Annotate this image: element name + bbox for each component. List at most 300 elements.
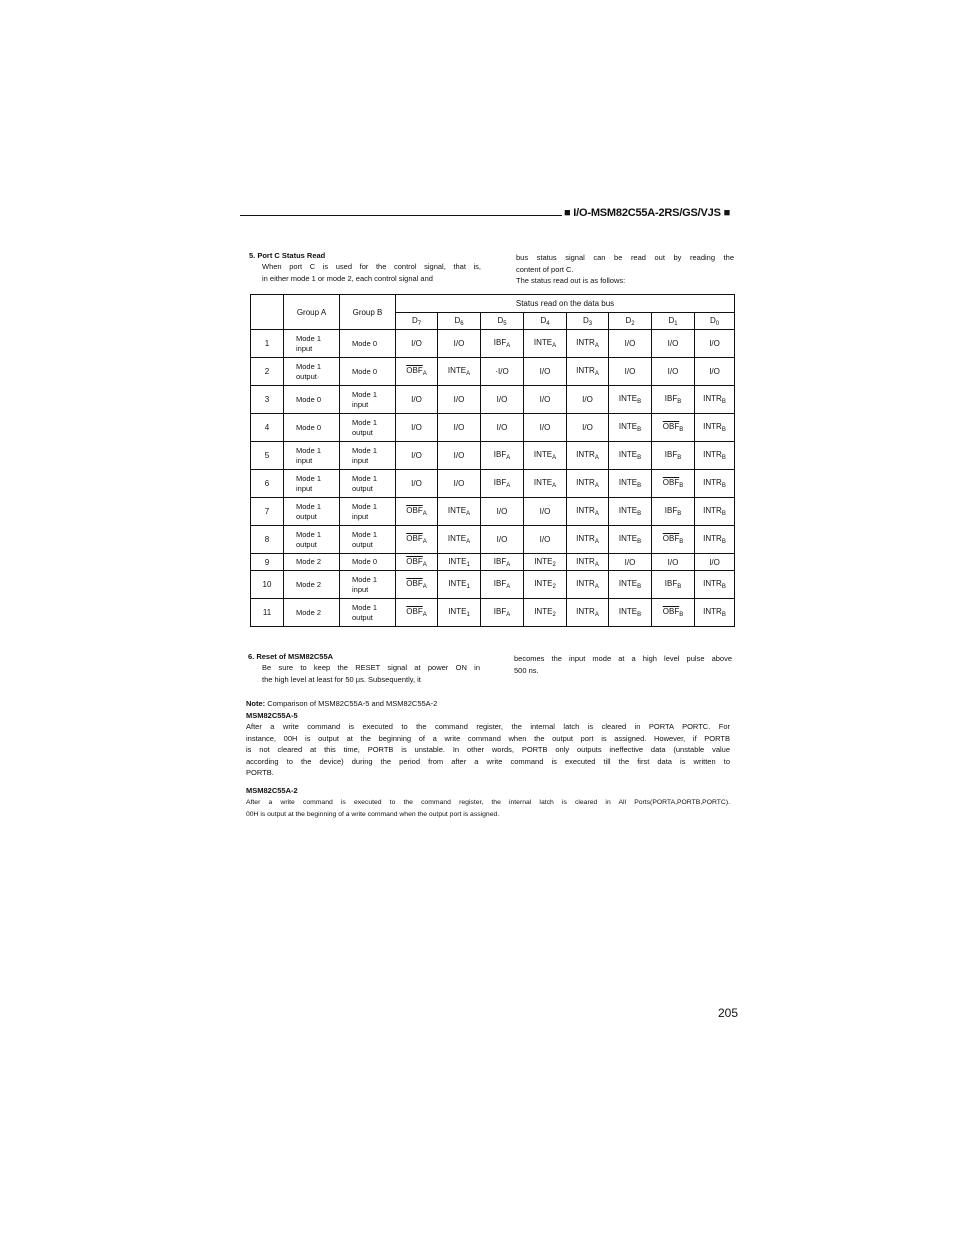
signal-subscript: B <box>721 483 726 489</box>
mode-text: input <box>296 455 313 465</box>
signal-subscript: B <box>721 539 726 545</box>
signal-name: I/O <box>539 423 551 432</box>
table-row <box>251 470 735 498</box>
mode-text: output <box>352 483 373 493</box>
signal-name: $\overline{OBF}$ <box>406 366 423 375</box>
status-bit-cell <box>567 386 609 414</box>
row-number-header <box>251 295 284 330</box>
status-bit-cell <box>524 470 567 498</box>
status-bit-cell <box>695 498 735 526</box>
note-label: Note: <box>246 699 266 708</box>
signal-subscript: A <box>466 371 471 377</box>
status-bit-cell <box>695 386 735 414</box>
group-a-mode <box>284 358 340 386</box>
mode-text: Mode 1 <box>296 501 322 511</box>
status-bit-cell <box>567 554 609 571</box>
note-paragraph-2 <box>246 797 730 820</box>
status-bit-cell <box>481 571 524 599</box>
text-line: is not cleared at this time, PORTB is unstable. In other words, PORTB only outputs ineffective data (unstable value <box>246 745 730 754</box>
text-line: content of port C. <box>516 264 574 274</box>
bit-subscript: 0 <box>715 320 720 327</box>
signal-subscript: B <box>637 511 642 517</box>
mode-text: Mode 2 <box>296 579 322 589</box>
mode-text: Mode 1 <box>296 445 322 455</box>
signal-subscript: B <box>637 539 642 545</box>
signal-name: I/O <box>624 339 636 348</box>
signal-name: INTE <box>448 607 467 616</box>
signal-subscript: A <box>594 561 599 568</box>
signal-name: INTR <box>703 394 722 403</box>
signal-name: $\overline{OBF}$ <box>662 607 680 616</box>
text-line: instance, 00H is output at the beginning of a write command when the output port is assigned. However, if PORTB <box>246 733 730 743</box>
status-bit-cell <box>695 414 735 442</box>
note-paragraph-5 <box>246 721 730 779</box>
status-bit-cell <box>438 571 481 599</box>
group-a-header: Group A <box>284 295 340 330</box>
status-bit-cell <box>481 599 524 627</box>
bit-subscript: 7 <box>417 320 422 327</box>
table-row <box>251 358 735 386</box>
signal-subscript: A <box>422 539 427 545</box>
signal-name: INTR <box>576 534 595 543</box>
signal-name: IBF <box>664 394 678 403</box>
signal-subscript: B <box>679 483 684 489</box>
signal-subscript: B <box>721 427 726 433</box>
mode-text: input <box>352 399 369 409</box>
bit-header-d7 <box>396 313 438 330</box>
mode-text: Mode 1 <box>352 501 378 511</box>
signal-name: I/O <box>453 423 465 432</box>
row-number: 8 <box>251 526 284 554</box>
table-row <box>251 442 735 470</box>
mode-text: Mode 0 <box>352 338 378 348</box>
section-5-heading: 5. Port C Status Read <box>249 251 326 260</box>
status-bit-cell <box>652 498 695 526</box>
status-bit-cell <box>652 470 695 498</box>
signal-name: INTE <box>534 556 553 566</box>
group-b-header: Group B <box>340 295 396 330</box>
note-heading <box>246 699 437 708</box>
status-bit-cell <box>524 386 567 414</box>
signal-name: I/O <box>709 557 720 567</box>
mode-text: Mode 1 <box>352 602 378 612</box>
status-bit-cell <box>609 442 652 470</box>
text-line: 00H is output at the beginning of a write command when the output port is assigned. <box>246 810 500 818</box>
group-b-mode <box>340 599 396 627</box>
status-bit-cell <box>567 358 609 386</box>
mode-text: Mode 1 <box>352 417 378 427</box>
group-b-mode <box>340 442 396 470</box>
signal-name: $\overline{OBF}$ <box>406 607 423 616</box>
status-bit-cell <box>609 470 652 498</box>
status-bit-cell <box>481 414 524 442</box>
signal-name: INTE <box>533 478 553 487</box>
status-header: Status read on the data bus <box>396 295 735 313</box>
status-bit-cell <box>609 498 652 526</box>
signal-subscript: A <box>594 511 599 517</box>
status-bit-cell <box>652 358 695 386</box>
status-bit-cell <box>567 470 609 498</box>
text-line: After a write command is executed to the command register, the internal latch is cleared in PORTA PORTC. For <box>246 722 730 731</box>
signal-name: INTE <box>618 422 638 431</box>
bit-label: D <box>709 315 716 325</box>
table-row <box>251 414 735 442</box>
bit-label: D <box>540 315 547 325</box>
signal-name: IBF <box>493 450 507 459</box>
signal-subscript: A <box>506 343 511 349</box>
signal-name: INTR <box>703 422 722 431</box>
status-bit-cell <box>396 330 438 358</box>
status-bit-cell <box>524 571 567 599</box>
row-number: 3 <box>251 386 284 414</box>
signal-name: INTE <box>618 506 638 515</box>
status-bit-cell <box>695 526 735 554</box>
section-5-right-text <box>516 252 734 287</box>
signal-subscript: A <box>594 343 599 349</box>
mode-text: input <box>352 455 369 465</box>
group-b-mode <box>340 498 396 526</box>
note-subheading-5: MSM82C55A-5 <box>246 711 298 720</box>
table-row <box>251 330 735 358</box>
signal-subscript: B <box>677 511 682 517</box>
bit-header-d3 <box>567 313 609 330</box>
status-bit-cell <box>609 358 652 386</box>
status-bit-cell <box>695 358 735 386</box>
signal-name: INTE <box>447 534 467 543</box>
signal-name: IBF <box>664 506 678 515</box>
signal-name: INTE <box>618 579 638 588</box>
status-bit-cell <box>609 599 652 627</box>
signal-name: INTE <box>534 607 553 616</box>
group-b-mode <box>340 470 396 498</box>
signal-name: $\overline{OBF}$ <box>662 478 680 487</box>
status-bit-cell <box>396 554 438 571</box>
signal-name: INTE <box>618 607 638 616</box>
signal-subscript: A <box>594 371 599 377</box>
signal-name: I/O <box>709 339 720 348</box>
signal-subscript: 2 <box>552 612 556 618</box>
signal-subscript: A <box>422 612 427 618</box>
signal-name: IBF <box>493 556 507 566</box>
signal-name: ·I/O <box>495 367 509 376</box>
signal-subscript: B <box>677 399 682 405</box>
signal-name: INTR <box>576 607 595 616</box>
group-a-mode <box>284 330 340 358</box>
signal-subscript: B <box>637 427 642 433</box>
row-number: 1 <box>251 330 284 358</box>
signal-name: I/O <box>624 367 636 376</box>
status-bit-cell <box>567 526 609 554</box>
signal-name: INTE <box>533 338 553 347</box>
signal-subscript: A <box>552 483 557 489</box>
signal-name: INTE <box>448 556 467 566</box>
signal-name: INTE <box>618 450 638 459</box>
signal-subscript: B <box>721 399 726 405</box>
status-bit-cell <box>438 386 481 414</box>
status-bit-cell <box>652 414 695 442</box>
signal-name: I/O <box>667 557 679 567</box>
header-title: ■ I/O-MSM82C55A-2RS/GS/VJS ■ <box>564 207 731 219</box>
text-line: becomes the input mode at a high level pulse above <box>514 654 732 663</box>
row-number: 10 <box>251 571 284 599</box>
group-b-mode <box>340 386 396 414</box>
signal-name: I/O <box>496 395 508 404</box>
signal-name: INTR <box>576 579 595 588</box>
text-line: After a write command is executed to the command register, the internal latch is cleared in All Ports(PORTA,PORTB,PORTC). <box>246 799 730 806</box>
row-number: 7 <box>251 498 284 526</box>
row-number: 6 <box>251 470 284 498</box>
mode-text: input <box>296 483 313 493</box>
status-bit-cell <box>567 498 609 526</box>
status-bit-cell <box>438 442 481 470</box>
status-bit-cell <box>481 498 524 526</box>
signal-name: INTR <box>703 579 722 588</box>
signal-subscript: A <box>594 612 599 618</box>
mode-text: Mode 1 <box>296 333 322 343</box>
bit-label: D <box>454 315 461 325</box>
status-bit-cell <box>695 470 735 498</box>
mode-text: Mode 0 <box>352 557 378 566</box>
status-bit-cell <box>396 526 438 554</box>
signal-name: I/O <box>411 339 422 348</box>
mode-text: output <box>296 511 317 521</box>
signal-name: I/O <box>539 507 551 516</box>
signal-name: INTE <box>618 534 638 543</box>
signal-subscript: A <box>552 343 557 349</box>
page-number: 205 <box>718 1006 739 1020</box>
signal-name: INTR <box>576 338 595 347</box>
signal-subscript: A <box>506 612 511 618</box>
header-rule <box>240 215 562 216</box>
bit-label: D <box>497 315 504 325</box>
bit-header-d6 <box>438 313 481 330</box>
status-bit-cell <box>396 498 438 526</box>
signal-subscript: 2 <box>552 561 556 568</box>
text-line: The status read out is as follows: <box>516 276 626 285</box>
signal-name: $\overline{OBF}$ <box>406 534 423 543</box>
signal-name: INTR <box>703 450 722 459</box>
bit-header-d2 <box>609 313 652 330</box>
status-bit-cell <box>567 330 609 358</box>
signal-name: I/O <box>496 507 508 516</box>
table-row <box>251 599 735 627</box>
group-a-mode <box>284 498 340 526</box>
status-bit-cell <box>609 554 652 571</box>
status-bit-cell <box>438 330 481 358</box>
group-a-mode <box>284 442 340 470</box>
signal-name: INTR <box>703 478 722 487</box>
signal-name: I/O <box>496 535 508 544</box>
signal-subscript: B <box>721 612 726 618</box>
status-bit-cell <box>438 358 481 386</box>
signal-name: $\overline{OBF}$ <box>406 556 423 566</box>
bit-subscript: 6 <box>460 320 464 327</box>
table-row <box>251 526 735 554</box>
signal-subscript: B <box>679 539 684 545</box>
signal-subscript: B <box>637 399 642 405</box>
status-bit-cell <box>438 554 481 571</box>
status-bit-cell <box>438 599 481 627</box>
mode-text: Mode 0 <box>296 394 322 404</box>
mode-text: output <box>352 612 373 622</box>
text-line: bus status signal can be read out by reading the <box>516 253 734 262</box>
mode-text: input <box>352 511 369 521</box>
signal-subscript: A <box>506 561 511 568</box>
signal-name: I/O <box>582 423 593 432</box>
signal-name: INTE <box>448 579 467 588</box>
signal-subscript: 1 <box>466 561 470 568</box>
status-bit-cell <box>652 386 695 414</box>
signal-subscript: B <box>637 483 642 489</box>
mode-text: Mode 1 <box>352 529 378 539</box>
mode-text: output <box>352 539 373 549</box>
note-subheading-2: MSM82C55A-2 <box>246 786 298 795</box>
section-6-heading: 6. Reset of MSM82C55A <box>248 652 334 661</box>
status-bit-cell <box>609 330 652 358</box>
mode-text: Mode 0 <box>296 422 322 432</box>
text-line: PORTB. <box>246 768 274 777</box>
signal-subscript: A <box>422 584 427 590</box>
mode-text: Mode 0 <box>352 366 378 376</box>
text-line: in either mode 1 or mode 2, each control signal and <box>262 273 433 283</box>
signal-name: I/O <box>624 557 636 567</box>
status-bit-cell <box>567 571 609 599</box>
status-bit-cell <box>396 571 438 599</box>
signal-name: IBF <box>493 607 507 616</box>
signal-name: I/O <box>411 423 422 432</box>
row-number: 9 <box>251 554 284 571</box>
group-b-mode <box>340 330 396 358</box>
signal-name: $\overline{OBF}$ <box>406 506 423 515</box>
status-bit-cell <box>524 414 567 442</box>
status-bit-cell <box>524 442 567 470</box>
signal-subscript: A <box>422 371 427 377</box>
status-bit-cell <box>652 554 695 571</box>
status-bit-cell <box>567 442 609 470</box>
table-row <box>251 386 735 414</box>
signal-name: IBF <box>493 579 507 588</box>
section-5-left-text <box>262 261 481 284</box>
mode-text: Mode 2 <box>296 557 322 566</box>
status-bit-cell <box>524 526 567 554</box>
status-bit-cell <box>524 330 567 358</box>
status-bit-cell <box>695 330 735 358</box>
group-a-mode <box>284 526 340 554</box>
signal-subscript: A <box>594 483 599 489</box>
mode-text: Mode 1 <box>352 574 378 584</box>
signal-name: INTR <box>576 366 595 375</box>
bit-header-d5 <box>481 313 524 330</box>
signal-subscript: B <box>679 612 684 618</box>
group-a-mode <box>284 414 340 442</box>
bit-subscript: 4 <box>546 320 550 327</box>
signal-name: I/O <box>667 339 679 348</box>
bit-subscript: 1 <box>674 320 678 327</box>
signal-name: $\overline{OBF}$ <box>662 534 680 543</box>
status-bit-cell <box>524 358 567 386</box>
signal-subscript: B <box>637 584 642 590</box>
bit-label: D <box>411 315 418 325</box>
signal-subscript: A <box>466 511 471 517</box>
signal-subscript: 1 <box>466 612 470 618</box>
signal-subscript: A <box>422 511 427 517</box>
signal-subscript: B <box>637 455 642 461</box>
status-bit-cell <box>396 599 438 627</box>
status-bit-cell <box>609 571 652 599</box>
status-bit-cell <box>609 414 652 442</box>
bit-subscript: 3 <box>588 320 593 327</box>
text-line: When port C is used for the control signal, that is, <box>262 262 481 271</box>
row-number: 11 <box>251 599 284 627</box>
status-bit-cell <box>695 571 735 599</box>
signal-subscript: B <box>721 511 726 517</box>
signal-name: IBF <box>493 478 507 487</box>
status-bit-cell <box>438 498 481 526</box>
group-a-mode <box>284 554 340 571</box>
signal-name: I/O <box>411 451 422 460</box>
bit-subscript: 2 <box>631 320 635 327</box>
signal-name: I/O <box>453 479 465 488</box>
bit-header-d1 <box>652 313 695 330</box>
group-b-mode <box>340 526 396 554</box>
group-b-mode <box>340 554 396 571</box>
status-bit-cell <box>609 386 652 414</box>
signal-subscript: A <box>422 561 427 568</box>
signal-name: I/O <box>582 395 593 404</box>
signal-name: INTR <box>576 556 595 566</box>
status-bit-cell <box>524 599 567 627</box>
bit-label: D <box>625 315 632 325</box>
signal-name: INTR <box>703 607 722 616</box>
signal-subscript: B <box>721 584 726 590</box>
signal-name: INTR <box>703 534 722 543</box>
status-bit-cell <box>695 599 735 627</box>
status-bit-cell <box>524 498 567 526</box>
status-bit-cell <box>481 554 524 571</box>
signal-name: INTR <box>576 450 595 459</box>
signal-subscript: B <box>677 584 682 590</box>
signal-name: INTE <box>533 450 553 459</box>
group-a-mode <box>284 386 340 414</box>
row-number: 5 <box>251 442 284 470</box>
status-bit-cell <box>438 470 481 498</box>
section-6-right-text <box>514 653 732 676</box>
signal-name: INTE <box>618 478 638 487</box>
signal-name: I/O <box>453 451 465 460</box>
status-bit-cell <box>695 442 735 470</box>
group-a-mode <box>284 470 340 498</box>
signal-subscript: A <box>506 584 511 590</box>
mode-text: Mode 1 <box>352 473 378 483</box>
status-bit-cell <box>481 526 524 554</box>
signal-name: IBF <box>493 338 507 347</box>
signal-name: INTE <box>447 366 467 375</box>
bit-header-d4 <box>524 313 567 330</box>
status-bit-cell <box>652 526 695 554</box>
signal-name: $\overline{OBF}$ <box>406 579 423 588</box>
mode-text: output <box>296 539 317 549</box>
signal-name: IBF <box>664 579 678 588</box>
text-line: the high level at least for 50 µs. Subsequently, it <box>262 674 421 684</box>
signal-subscript: B <box>721 455 726 461</box>
status-bit-cell <box>524 554 567 571</box>
status-bit-cell <box>652 330 695 358</box>
status-bit-cell <box>438 526 481 554</box>
status-bit-cell <box>396 358 438 386</box>
signal-subscript: A <box>466 539 471 545</box>
table-row <box>251 571 735 599</box>
signal-name: I/O <box>496 423 508 432</box>
